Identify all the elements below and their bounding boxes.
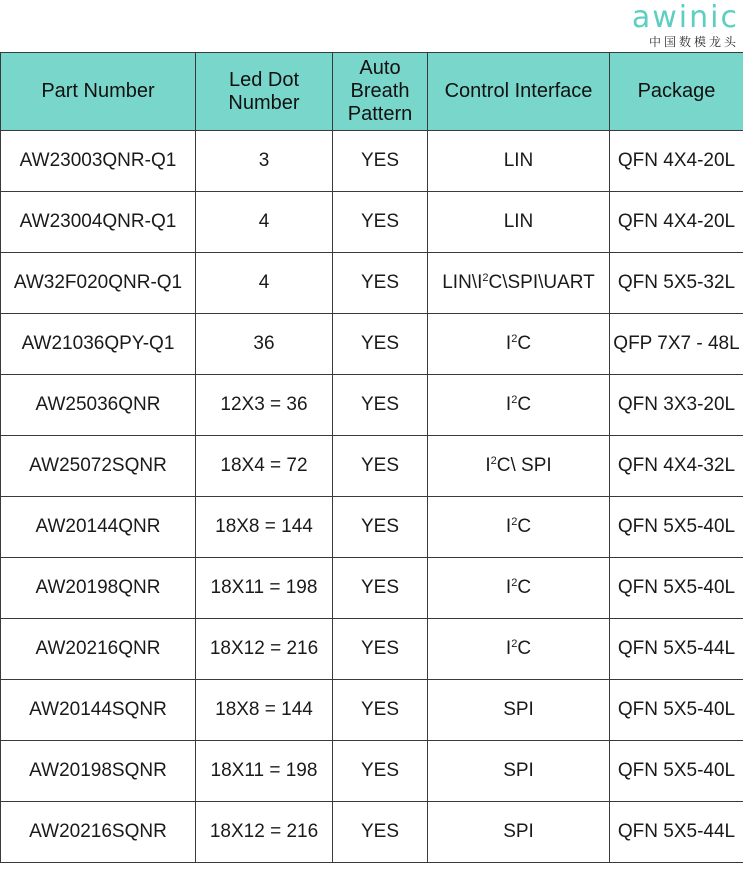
header-led-dot-number bbox=[196, 53, 333, 131]
auto-breath-cell: YES bbox=[333, 558, 428, 619]
auto-breath-cell: YES bbox=[333, 253, 428, 314]
auto-breath-cell: YES bbox=[333, 375, 428, 436]
part-number-cell: AW25036QNR bbox=[1, 375, 196, 436]
header-control-interface: Control Interface bbox=[428, 53, 610, 131]
auto-breath-cell: YES bbox=[333, 741, 428, 802]
table-row bbox=[1, 253, 743, 314]
part-number-cell: AW20144SQNR bbox=[1, 680, 196, 741]
package-cell: QFN 5X5-32L bbox=[610, 253, 743, 314]
led-dot-number-cell: 12X3 = 36 bbox=[196, 375, 333, 436]
led-dot-number-cell: 18X11 = 198 bbox=[196, 741, 333, 802]
logo-subtitle: 中国数模龙头 bbox=[648, 35, 739, 49]
led-driver-parts-table bbox=[0, 52, 743, 863]
control-interface-cell: LIN bbox=[428, 192, 610, 253]
led-dot-number-cell: 18X4 = 72 bbox=[196, 436, 333, 497]
package-cell: QFN 5X5-44L bbox=[610, 619, 743, 680]
package-cell: QFN 5X5-44L bbox=[610, 802, 743, 863]
package-cell: QFN 4X4-32L bbox=[610, 436, 743, 497]
control-interface-cell: $I^2C$ bbox=[428, 558, 610, 619]
led-dot-number-cell: 36 bbox=[196, 314, 333, 375]
table-body bbox=[1, 131, 743, 863]
package-cell: QFN 5X5-40L bbox=[610, 497, 743, 558]
package-cell: QFP 7X7 - 48L bbox=[610, 314, 743, 375]
table-row bbox=[1, 192, 743, 253]
header-auto-breath-pattern bbox=[333, 53, 428, 131]
table-row bbox=[1, 314, 743, 375]
control-interface-cell: $I^2C\backslash$ SPI bbox=[428, 436, 610, 497]
auto-breath-cell: YES bbox=[333, 802, 428, 863]
package-cell: QFN 4X4-20L bbox=[610, 131, 743, 192]
control-interface-cell: $LIN\backslash I^2C\backslash SPI\backslash UART$ bbox=[428, 253, 610, 314]
part-number-cell: AW32F020QNR-Q1 bbox=[1, 253, 196, 314]
table-row bbox=[1, 680, 743, 741]
led-dot-number-cell: 18X11 = 198 bbox=[196, 558, 333, 619]
part-number-cell: AW23004QNR-Q1 bbox=[1, 192, 196, 253]
auto-breath-cell: YES bbox=[333, 131, 428, 192]
part-number-cell: AW20198QNR bbox=[1, 558, 196, 619]
auto-breath-cell: YES bbox=[333, 436, 428, 497]
table-row bbox=[1, 619, 743, 680]
package-cell: QFN 5X5-40L bbox=[610, 680, 743, 741]
package-cell: QFN 4X4-20L bbox=[610, 192, 743, 253]
control-interface-cell: $I^2C$ bbox=[428, 375, 610, 436]
led-dot-number-cell: 4 bbox=[196, 253, 333, 314]
table-row bbox=[1, 375, 743, 436]
table-row bbox=[1, 131, 743, 192]
table-row bbox=[1, 558, 743, 619]
table-row bbox=[1, 497, 743, 558]
table-row bbox=[1, 741, 743, 802]
led-dot-number-cell: 18X12 = 216 bbox=[196, 619, 333, 680]
header-row bbox=[1, 53, 743, 131]
control-interface-cell: $I^2C$ bbox=[428, 314, 610, 375]
part-number-cell: AW21036QPY-Q1 bbox=[1, 314, 196, 375]
control-interface-cell: SPI bbox=[428, 741, 610, 802]
part-number-cell: AW23003QNR-Q1 bbox=[1, 131, 196, 192]
part-number-cell: AW20198SQNR bbox=[1, 741, 196, 802]
package-cell: QFN 5X5-40L bbox=[610, 558, 743, 619]
part-number-cell: AW25072SQNR bbox=[1, 436, 196, 497]
logo-wordmark: awinic bbox=[631, 0, 739, 35]
header-led-dot-number-label: Led Dot Number bbox=[228, 68, 300, 114]
header-auto-breath-pattern-label: Auto Breath Pattern bbox=[347, 57, 413, 125]
led-dot-number-cell: 18X8 = 144 bbox=[196, 680, 333, 741]
table-header bbox=[1, 53, 743, 131]
part-number-cell: AW20144QNR bbox=[1, 497, 196, 558]
led-dot-number-cell: 18X12 = 216 bbox=[196, 802, 333, 863]
control-interface-cell: $I^2C$ bbox=[428, 497, 610, 558]
led-dot-number-cell: 3 bbox=[196, 131, 333, 192]
table-row bbox=[1, 436, 743, 497]
control-interface-cell: SPI bbox=[428, 680, 610, 741]
led-dot-number-cell: 4 bbox=[196, 192, 333, 253]
led-dot-number-cell: 18X8 = 144 bbox=[196, 497, 333, 558]
part-number-cell: AW20216QNR bbox=[1, 619, 196, 680]
control-interface-cell: SPI bbox=[428, 802, 610, 863]
auto-breath-cell: YES bbox=[333, 192, 428, 253]
package-cell: QFN 5X5-40L bbox=[610, 741, 743, 802]
auto-breath-cell: YES bbox=[333, 314, 428, 375]
brand-logo bbox=[629, 2, 739, 52]
control-interface-cell: LIN bbox=[428, 131, 610, 192]
auto-breath-cell: YES bbox=[333, 497, 428, 558]
table-row bbox=[1, 802, 743, 863]
header-part-number: Part Number bbox=[1, 53, 196, 131]
header-package: Package bbox=[610, 53, 743, 131]
auto-breath-cell: YES bbox=[333, 680, 428, 741]
auto-breath-cell: YES bbox=[333, 619, 428, 680]
part-number-cell: AW20216SQNR bbox=[1, 802, 196, 863]
control-interface-cell: $I^2C$ bbox=[428, 619, 610, 680]
package-cell: QFN 3X3-20L bbox=[610, 375, 743, 436]
